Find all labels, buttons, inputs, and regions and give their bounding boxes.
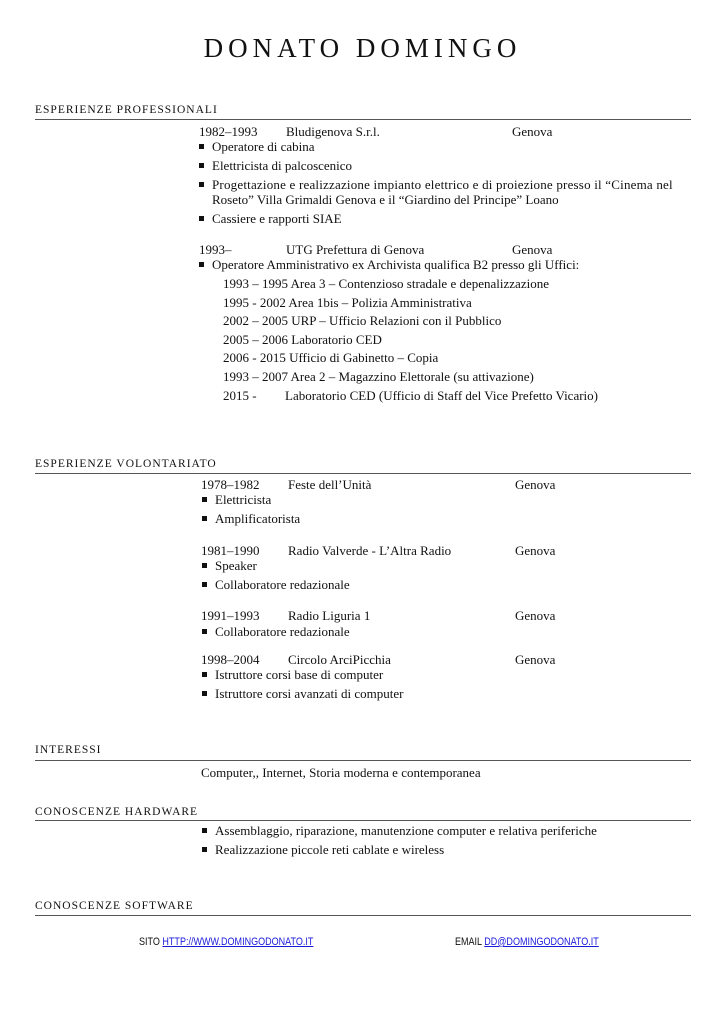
office-entry: 2005 – 2006 Laboratorio CED: [223, 332, 382, 347]
section-title-software: CONOSCENZE SOFTWARE: [35, 900, 194, 912]
volunteer-org: Radio Liguria 1: [288, 608, 371, 623]
site-link[interactable]: HTTP://WWW.DOMINGODONATO.IT: [162, 936, 314, 948]
list-item: Progettazione e realizzazione impianto elettrico e di proiezione presso il “Cinema nel: [212, 177, 673, 192]
job-years: 1993–: [199, 242, 232, 257]
job-city: Genova: [512, 242, 553, 257]
section-divider: [35, 760, 691, 761]
job-years: 1982–1993: [199, 124, 258, 139]
section-divider: [35, 915, 691, 916]
office-entry: 1993 – 2007 Area 2 – Magazzino Elettorale (su attivazione): [223, 369, 534, 384]
volunteer-org: Circolo ArciPicchia: [288, 652, 391, 667]
list-item: Realizzazione piccole reti cablate e wireless: [215, 842, 445, 857]
job-city: Genova: [512, 124, 553, 139]
list-item: Elettricista: [215, 492, 272, 507]
section-title-volunteer: ESPERIENZE VOLONTARIATO: [35, 458, 217, 470]
volunteer-years: 1998–2004: [201, 652, 260, 667]
footer-email: [455, 936, 599, 948]
office-entry: 1995 - 2002 Area 1bis – Polizia Amministrativa: [223, 295, 472, 310]
list-item-continuation: Roseto” Villa Grimaldi Genova e il “Giardino del Principe” Loano: [212, 192, 559, 207]
interests-text: Computer,, Internet, Storia moderna e contemporanea: [201, 765, 481, 780]
section-divider: [35, 473, 691, 474]
list-item: Operatore di cabina: [212, 139, 315, 154]
volunteer-years: 1981–1990: [201, 543, 260, 558]
list-item: Istruttore corsi avanzati di computer: [215, 686, 404, 701]
email-label: EMAIL: [455, 936, 482, 948]
list-item: Collaboratore redazionale: [215, 577, 350, 592]
office-entry: 1993 – 1995 Area 3 – Contenzioso stradale e depenalizzazione: [223, 276, 549, 291]
list-item: Speaker: [215, 558, 257, 573]
section-divider: [35, 119, 691, 120]
office-entry-label: Laboratorio CED (Ufficio di Staff del Vice Prefetto Vicario): [285, 388, 598, 403]
list-item: Operatore Amministrativo ex Archivista qualifica B2 presso gli Uffici:: [212, 257, 580, 272]
email-link[interactable]: DD@DOMINGODONATO.IT: [484, 936, 599, 948]
section-title-professional: ESPERIENZE PROFESSIONALI: [35, 104, 218, 116]
list-item: Elettricista di palcoscenico: [212, 158, 353, 173]
volunteer-city: Genova: [515, 543, 556, 558]
volunteer-city: Genova: [515, 608, 556, 623]
job-org: Bludigenova S.r.l.: [286, 124, 380, 139]
footer-site: [139, 936, 313, 948]
list-item: Amplificatorista: [215, 511, 301, 526]
office-entry: 2006 - 2015 Ufficio di Gabinetto – Copia: [223, 350, 439, 365]
volunteer-city: Genova: [515, 652, 556, 667]
volunteer-years: 1991–1993: [201, 608, 260, 623]
list-item: Collaboratore redazionale: [215, 624, 350, 639]
section-divider: [35, 820, 691, 821]
section-title-interests: INTERESSI: [35, 744, 102, 756]
office-entry-years: 2015 -: [223, 388, 257, 403]
volunteer-org: Radio Valverde - L’Altra Radio: [288, 543, 452, 558]
volunteer-org: Feste dell’Unità: [288, 477, 372, 492]
job-org: UTG Prefettura di Genova: [286, 242, 425, 257]
volunteer-years: 1978–1982: [201, 477, 260, 492]
resume-name: DONATO DOMINGO: [203, 33, 522, 63]
section-title-hardware: CONOSCENZE HARDWARE: [35, 806, 199, 818]
list-item: Istruttore corsi base di computer: [215, 667, 384, 682]
office-entry: 2002 – 2005 URP – Ufficio Relazioni con il Pubblico: [223, 313, 502, 328]
list-item: Cassiere e rapporti SIAE: [212, 211, 342, 226]
site-label: SITO: [139, 936, 160, 948]
volunteer-city: Genova: [515, 477, 556, 492]
list-item: Assemblaggio, riparazione, manutenzione computer e relativa periferiche: [215, 823, 597, 838]
